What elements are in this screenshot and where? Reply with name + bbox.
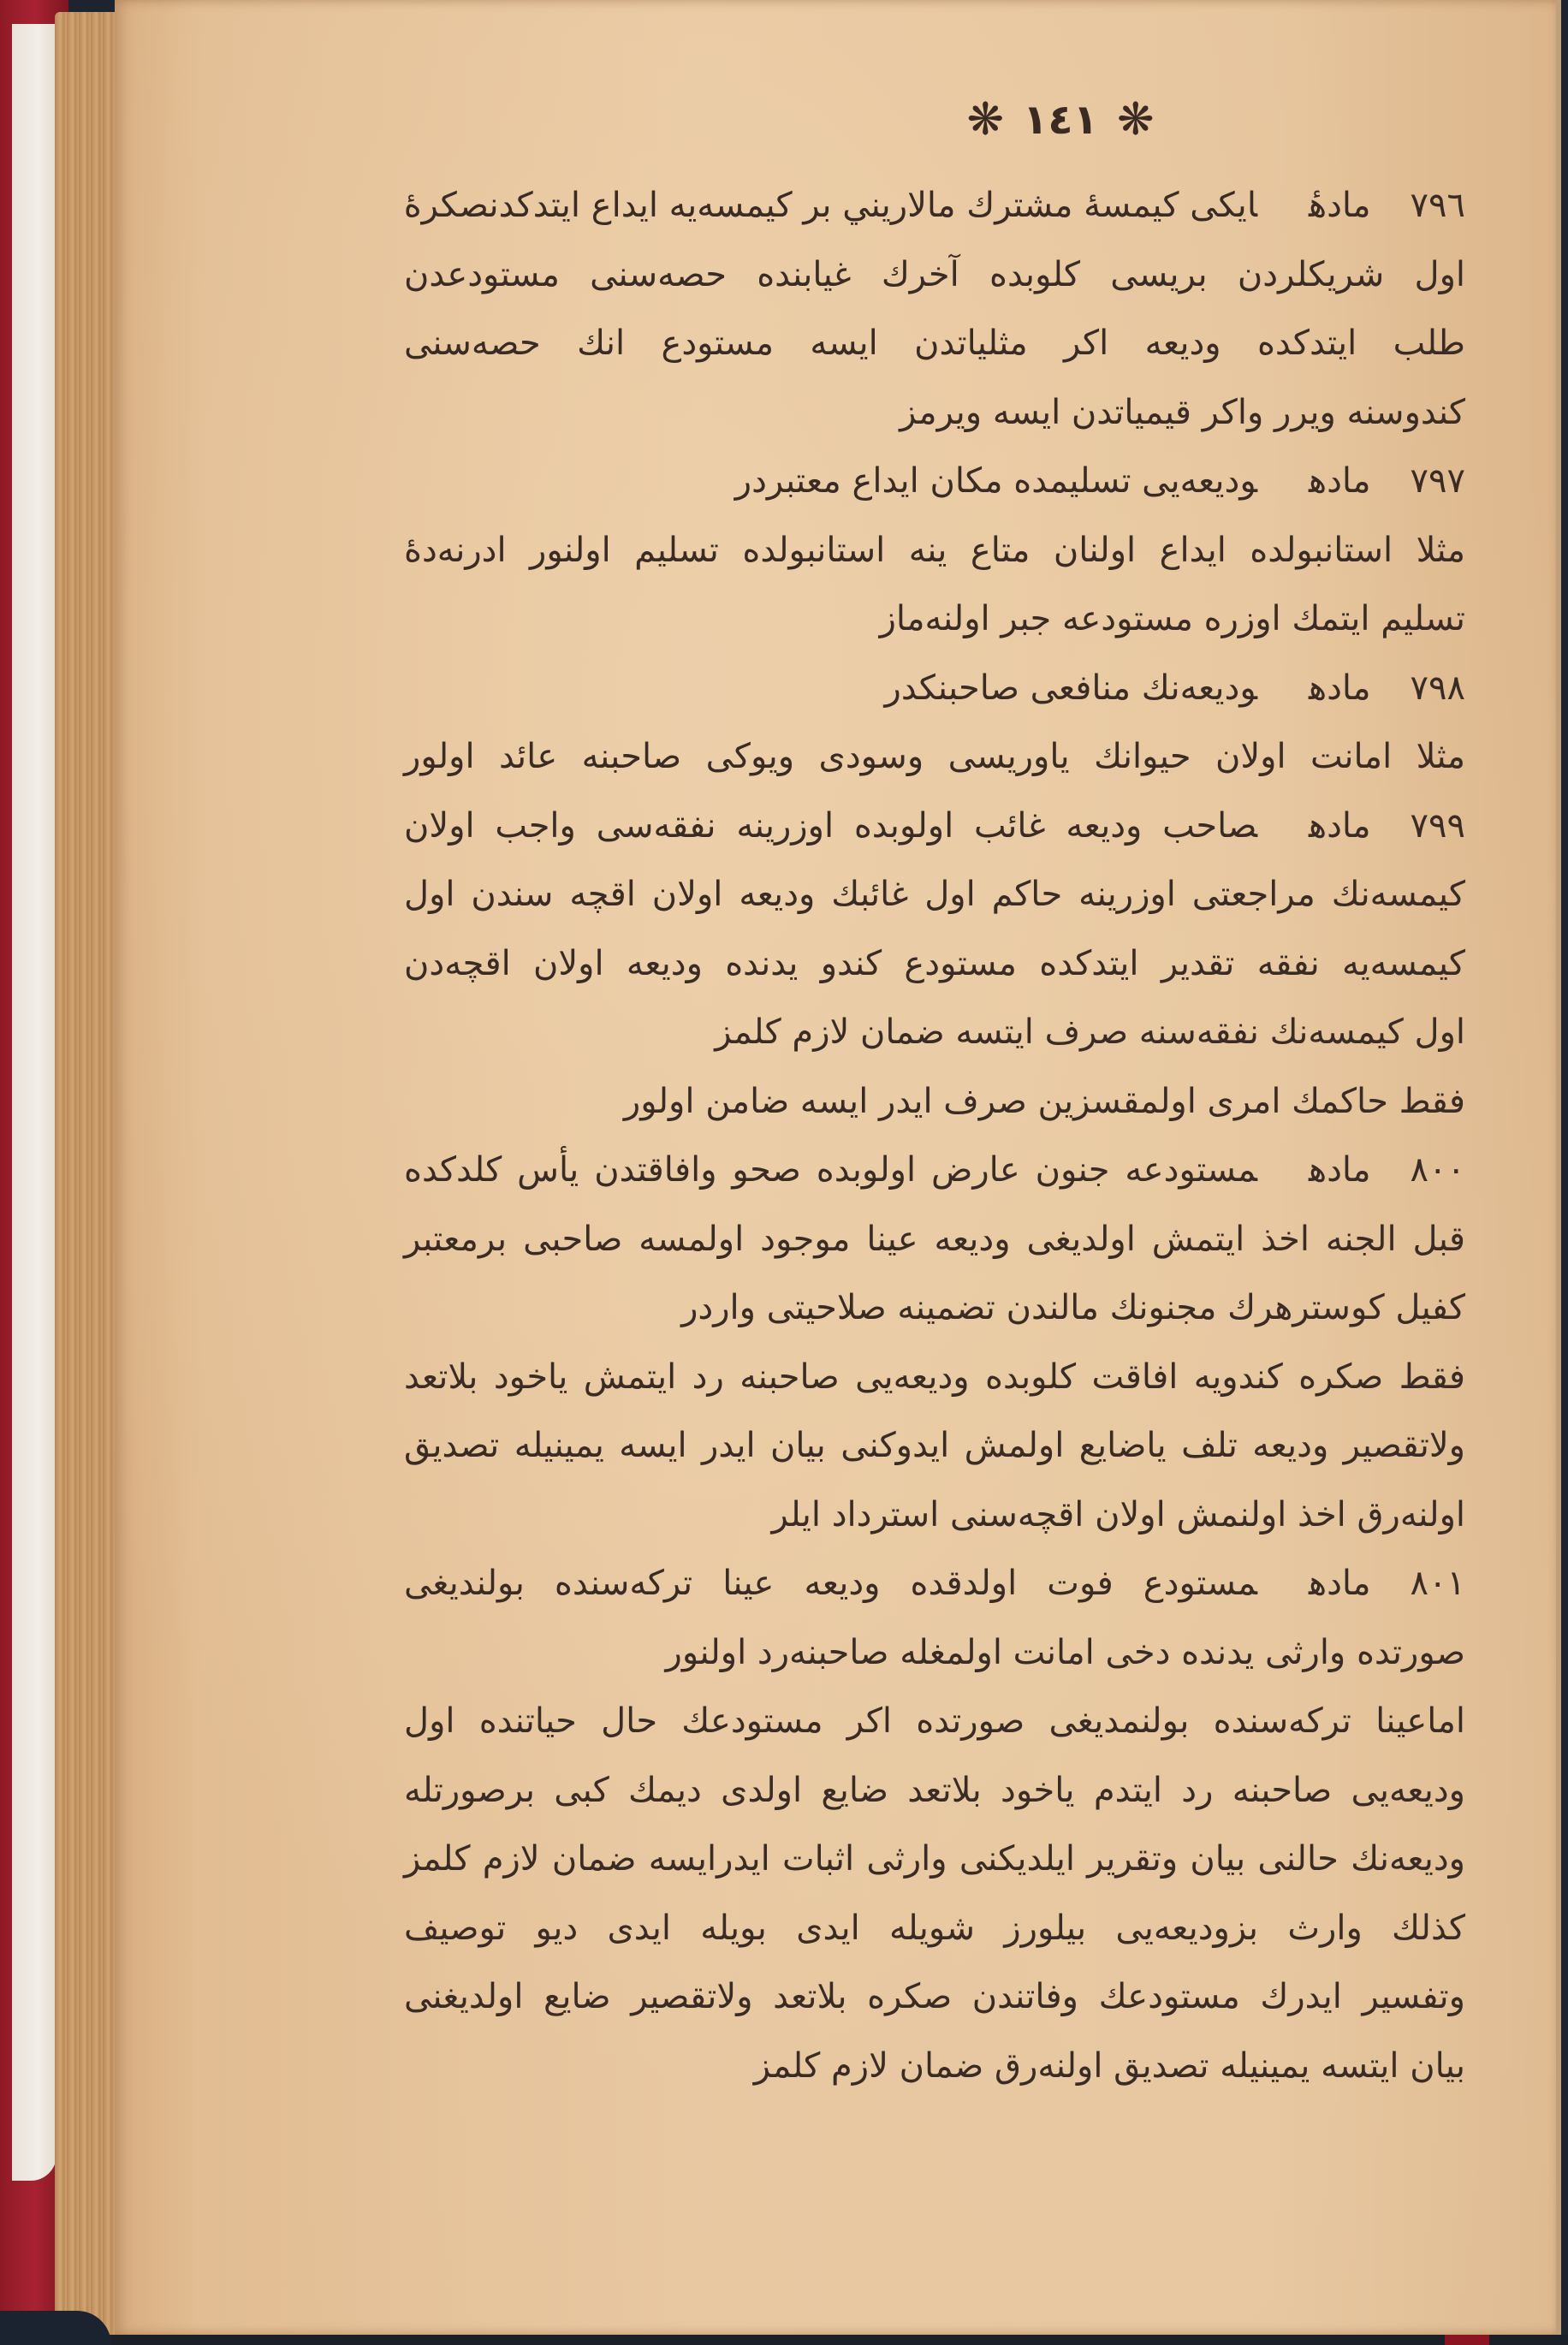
line-text: فقط صکره کندویه افاقت کلوبده ودیعه‌یی صاحبنه رد ایتمش یاخود بلاتعد: [404, 1357, 1465, 1397]
line-text: ودیعه‌یی صاحبنه رد ایتدم یاخود بلاتعد ضایع اولدی دیمك کبی برصورتله: [404, 1770, 1465, 1810]
text-line: [404, 378, 1465, 448]
article-number: ٧٩٨: [1410, 668, 1465, 708]
bookmark-ribbon: [1445, 2335, 1489, 2345]
line-text: کندوسنه ویرر واکر قیمیاتدن ایسه ویرمز: [900, 392, 1465, 432]
line-text: مستودع فوت اولدقده ودیعه عینا ترکه‌سنده بولندیغی: [404, 1564, 1258, 1603]
line-text: بیان ایتسه یمینیله تصدیق اولنه‌رق ضمان لازم کلمز: [753, 2045, 1465, 2086]
article-label: ماده: [1309, 805, 1371, 846]
text-line: [404, 1411, 1465, 1481]
text-line: [404, 516, 1465, 585]
line-text: ودیعه‌نك منافعی صاحبنکدر: [884, 668, 1258, 708]
body-text: [404, 171, 1465, 2100]
line-text: مثلا امانت اولان حیوانك یاوریسی وسودی ویوکی صاحبنه عائد اولور: [404, 737, 1465, 776]
scan-bottom-edge: [0, 2335, 1568, 2345]
line-text: فقط حاکمك امری اولمقسزین صرف ایدر ایسه ضامن اولور: [623, 1081, 1465, 1121]
line-text: اول کیمسه‌نك نفقه‌سنه صرف ایتسه ضمان لازم کلمز: [715, 1012, 1465, 1052]
line-text: صورتده وارثی یدنده دخی امانت اولمغله صاحبنه‌رد اولنور: [665, 1632, 1465, 1672]
line-text: اماعینا ترکه‌سنده بولنمدیغی صورتده اکر مستودعك حال حیاتنده اول: [404, 1701, 1465, 1741]
text-line: [404, 2032, 1465, 2101]
article-number: ٨٠١: [1410, 1564, 1465, 1603]
article-label: ماده: [1309, 461, 1371, 501]
ornament-left-icon: ❋: [966, 94, 1005, 145]
text-line: [404, 1894, 1465, 1963]
article-number: ٨٠٠: [1410, 1150, 1465, 1190]
article-number: ٧٩٩: [1410, 805, 1465, 846]
text-line: [404, 1962, 1465, 2032]
article-heading-line: [404, 171, 1465, 240]
page-header: [115, 96, 1561, 144]
line-text: کفیل کوسترهرك مجنونك مالندن تضمینه صلاحیتی واردر: [681, 1288, 1465, 1327]
text-line: [404, 929, 1465, 999]
line-text: اول شریکلردن بریسی کلوبده آخرك غیابنده حصه‌سنی مستودعدن: [404, 254, 1465, 294]
text-line: [404, 1205, 1465, 1274]
line-text: کیمسه‌نك مراجعتی اوزرینه حاکم اول غائبك ودیعه اولان اقچه سندن اول: [404, 875, 1465, 914]
scan-corner-shadow: [0, 2311, 111, 2345]
line-text: کیمسه‌یه نفقه تقدیر ایتدکده مستودع کندو یدنده ودیعه اولان اقچه‌دن: [404, 943, 1465, 983]
line-text: صاحب ودیعه غائب اولوبده اوزرینه نفقه‌سی واجب اولان: [404, 805, 1258, 846]
ornament-right-icon: ❋: [1116, 94, 1155, 145]
line-text: تسلیم ایتمك اوزره مستودعه جبر اولنه‌ماز: [879, 599, 1465, 638]
text-line: [404, 1481, 1465, 1550]
text-line: [404, 1687, 1465, 1756]
text-line: [404, 585, 1465, 654]
cover-endpaper: [12, 24, 56, 2181]
article-label: ماده: [1309, 1150, 1371, 1190]
article-heading-line: [404, 654, 1465, 723]
text-line: [404, 1343, 1465, 1412]
article-heading-line: [404, 447, 1465, 516]
text-line: [404, 1825, 1465, 1894]
article-heading-line: [404, 1549, 1465, 1618]
line-text: مستودعه جنون عارض اولوبده صحو وافاقتدن یأس کلدکده: [404, 1150, 1258, 1190]
text-line: [404, 240, 1465, 310]
line-text: اولنه‌رق اخذ اولنمش اولان اقچه‌سنی استرداد ایلر: [771, 1494, 1465, 1535]
text-line: [404, 1273, 1465, 1343]
article-label: مادهٔ: [1309, 186, 1371, 225]
page-number-group: [966, 96, 1154, 144]
text-line: [404, 1618, 1465, 1688]
text-line: [404, 860, 1465, 929]
text-line: [404, 998, 1465, 1067]
line-text: کذلك وارث بزودیعه‌یی بیلورز شویله ایدی بویله ایدی دیو توصیف: [404, 1908, 1465, 1948]
line-text: طلب ایتدکده ودیعه اکر مثلیاتدن ایسه مستودع انك حصه‌سنی: [404, 324, 1465, 363]
article-heading-line: [404, 792, 1465, 861]
line-text: ودیعه‌یی تسلیمده مکان ایداع معتبردر: [734, 461, 1258, 501]
line-text: قبل الجنه اخذ ایتمش اولدیغی ودیعه عینا موجود اولمسه صاحبی برمعتبر: [404, 1219, 1465, 1259]
text-line: [404, 722, 1465, 792]
text-line: [404, 1067, 1465, 1137]
article-label: ماده: [1309, 1564, 1371, 1603]
page-edges: [55, 12, 115, 2336]
book-page: [115, 0, 1561, 2335]
text-line: [404, 309, 1465, 378]
article-heading-line: [404, 1136, 1465, 1205]
line-text: مثلا استانبولده ایداع اولنان متاع ینه استانبولده تسلیم اولنور ادرنه‌دهٔ: [404, 530, 1465, 570]
line-text: ودیعه‌نك حالنی بیان وتقریر ایلدیکنی وارثی اثبات ایدرایسه ضمان لازم کلمز: [404, 1839, 1465, 1879]
article-number: ٧٩٦: [1410, 186, 1465, 225]
line-text: وتفسیر ایدرك مستودعك وفاتندن صکره بلاتعد ولاتقصیر ضایع اولدیغنی: [404, 1977, 1465, 2016]
page-right-edge: [1556, 0, 1561, 2335]
text-line: [404, 1756, 1465, 1826]
line-text: ایکی کیمسهٔ مشترك مالاریني بر کیمسه‌یه ایداع ایتدکدنصکرهٔ: [403, 186, 1258, 225]
line-text: ولاتقصیر ودیعه تلف یاضایع اولمش ایدوکنی بیان ایدر ایسه یمینیله تصدیق: [404, 1426, 1465, 1465]
article-label: ماده: [1309, 668, 1371, 708]
page-number: ١٤١: [1023, 96, 1098, 144]
article-number: ٧٩٧: [1410, 461, 1465, 501]
